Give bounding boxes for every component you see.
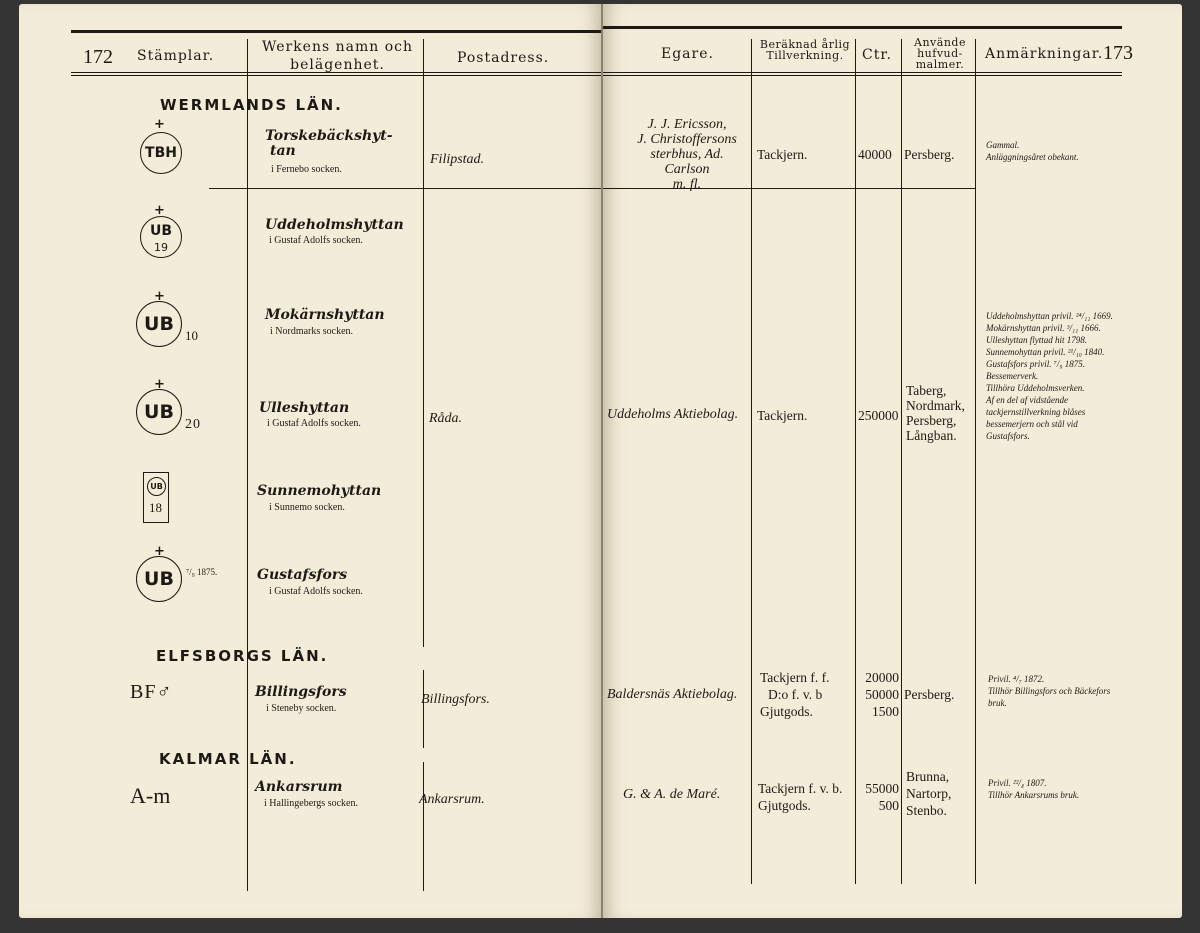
stamp-mark: UB bbox=[147, 477, 166, 496]
stamp-mark: UB 19 bbox=[140, 216, 182, 258]
header-stamps: Stämplar. bbox=[137, 48, 215, 64]
column-rule bbox=[423, 670, 424, 748]
remark: Gammal. Anläggningsåret obekant. bbox=[986, 140, 1079, 162]
header-rule bbox=[603, 72, 1122, 73]
top-rule bbox=[71, 30, 601, 33]
ctr-value: 250000 bbox=[858, 408, 899, 423]
ctr-value: 55000 500 bbox=[865, 781, 899, 813]
stamp-mark: UB bbox=[136, 556, 182, 602]
cross-mark: + bbox=[154, 289, 165, 304]
parish: i Gustaf Adolfs socken. bbox=[269, 586, 363, 597]
stamp-mark: TBH bbox=[140, 132, 182, 174]
page-number: 172 bbox=[83, 46, 113, 68]
stamp-number: 18 bbox=[149, 500, 162, 515]
ores: Persberg. bbox=[904, 147, 955, 162]
postal-address: Filipstad. bbox=[430, 152, 485, 167]
works-name: Ankarsrum bbox=[255, 779, 343, 795]
remark: Uddeholmshyttan privil. ²⁴/₁₁ 1669. Mokärnshyttan privil. ³/₁₁ 1666. Ulleshyttan flyttad hit 1798. Sunnemohyttan privil. ²¹/₁₀ 1840. Gustafsfors privil. ⁷/₉ 1875. Bessemerverk. Tillhöra Uddeholmsverken. Af en del af vidstående tackjernstillverkning blåses bessemerjern och stål vid Gustafsfors. bbox=[986, 311, 1113, 441]
column-rule bbox=[751, 39, 752, 884]
remark: Privil. ⁴/₇ 1872. Tillhör Billingsfors och Bäckefors bruk. bbox=[988, 674, 1111, 708]
cross-mark: + bbox=[154, 544, 165, 559]
column-rule bbox=[423, 39, 424, 647]
owner: J. J. Ericsson, J. Christoffersons sterbhus, Ad. Carlson m. fl. bbox=[637, 117, 737, 192]
column-rule bbox=[423, 762, 424, 891]
header-remarks: Anmärkningar. bbox=[985, 46, 1104, 62]
owner: Baldersnäs Aktiebolag. bbox=[607, 687, 738, 702]
left-page bbox=[19, 4, 601, 918]
header-ores: Använde hufvud-malmer. bbox=[914, 36, 966, 71]
ctr-value: 20000 50000 1500 bbox=[865, 670, 899, 719]
parish: i Gustaf Adolfs socken. bbox=[269, 235, 363, 246]
ores: Taberg, Nordmark, Persberg, Långban. bbox=[906, 383, 965, 443]
header-rule-double bbox=[603, 75, 1122, 76]
parish: i Nordmarks socken. bbox=[270, 326, 354, 337]
works-name: tan bbox=[270, 143, 296, 159]
page-number: 173 bbox=[1103, 42, 1133, 64]
postal-address: Billingsfors. bbox=[421, 692, 490, 707]
remark: Privil. ²²/₄ 1807. Tillhör Ankarsrums bruk. bbox=[988, 778, 1080, 800]
works-name: Torskebäckshyt- bbox=[265, 128, 393, 144]
ctr-value: 40000 bbox=[858, 147, 892, 162]
owner: G. & A. de Maré. bbox=[623, 787, 721, 802]
cross-mark: + bbox=[154, 203, 165, 218]
stamp-date: ⁷/₉ 1875. bbox=[186, 567, 218, 577]
works-name: Sunnemohyttan bbox=[257, 483, 382, 499]
column-rule bbox=[975, 39, 976, 884]
works-name: Billingsfors bbox=[255, 684, 347, 700]
section-kalmar: KALMAR LÄN. bbox=[159, 750, 297, 768]
section-elfsborg: ELFSBORGS LÄN. bbox=[156, 647, 329, 665]
header-postal: Postadress. bbox=[457, 50, 550, 66]
right-page bbox=[603, 4, 1182, 918]
header-ctr: Ctr. bbox=[862, 47, 892, 63]
product: Tackjern. bbox=[757, 147, 808, 162]
header-rule-double bbox=[71, 75, 601, 76]
cross-mark: + bbox=[154, 117, 165, 132]
ores: Brunna, Nartorp, Stenbo. bbox=[906, 769, 952, 818]
ores: Persberg. bbox=[904, 687, 955, 702]
top-rule bbox=[603, 26, 1122, 29]
header-works: Werkens namn och belägenhet. bbox=[261, 39, 414, 73]
stamp-mark: A-m bbox=[130, 783, 171, 808]
parish: i Sunnemo socken. bbox=[269, 502, 345, 513]
postal-address: Råda. bbox=[429, 411, 463, 426]
stamp-number: 20 bbox=[185, 417, 201, 432]
row-rule bbox=[209, 188, 601, 189]
column-rule bbox=[901, 39, 902, 884]
product: Tackjern f. f. D:o f. v. b Gjutgods. bbox=[760, 670, 830, 719]
column-rule bbox=[855, 39, 856, 884]
stamp-mark: UB bbox=[136, 301, 182, 347]
postal-address: Ankarsrum. bbox=[419, 792, 485, 807]
works-name: Uddeholmshyttan bbox=[265, 217, 404, 233]
parish: i Steneby socken. bbox=[266, 703, 337, 714]
header-owner: Egare. bbox=[661, 46, 714, 62]
product: Tackjern. bbox=[757, 408, 808, 423]
works-name: Ulleshyttan bbox=[259, 400, 350, 416]
works-name: Mokärnshyttan bbox=[265, 307, 385, 323]
stamp-box bbox=[143, 472, 169, 523]
stamp-mark: BF♂ bbox=[130, 681, 173, 703]
parish: i Gustaf Adolfs socken. bbox=[267, 418, 361, 429]
owner: Uddeholms Aktiebolag. bbox=[607, 407, 739, 422]
stamp-number: 10 bbox=[185, 328, 198, 343]
works-name: Gustafsfors bbox=[257, 567, 348, 583]
stamp-mark: UB bbox=[136, 389, 182, 435]
product: Tackjern f. v. b. Gjutgods. bbox=[758, 781, 843, 813]
parish: i Hallingebergs socken. bbox=[264, 798, 358, 809]
parish: i Fernebo socken. bbox=[271, 164, 342, 175]
section-wermland: WERMLANDS LÄN. bbox=[160, 96, 343, 114]
cross-mark: + bbox=[154, 377, 165, 392]
header-production: Beräknad årlig Tillverkning. bbox=[759, 38, 851, 62]
